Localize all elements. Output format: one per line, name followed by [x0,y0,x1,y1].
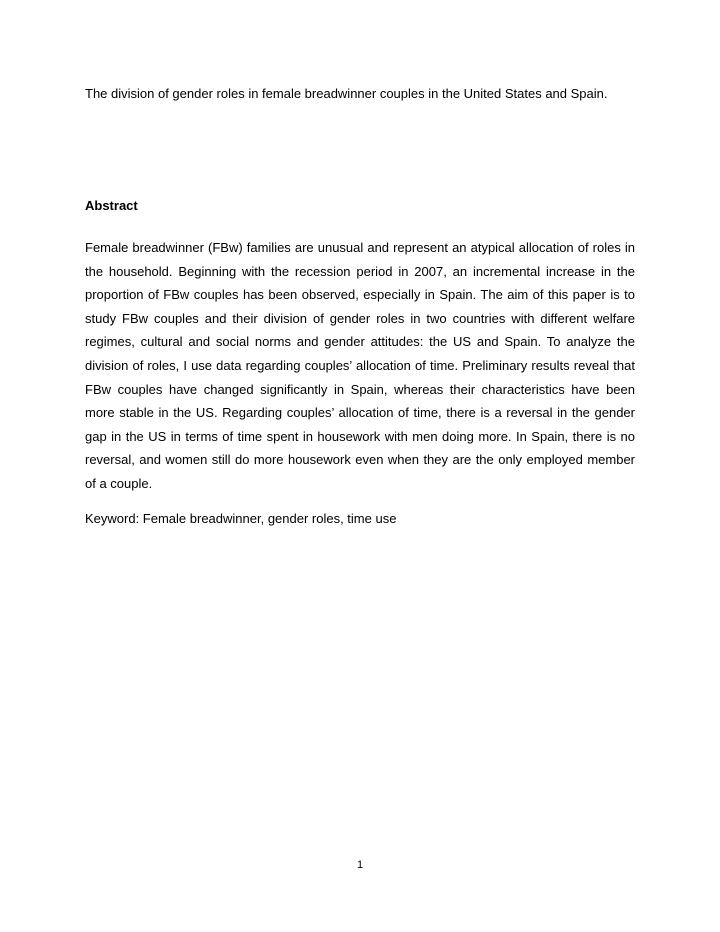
abstract-body: Female breadwinner (FBw) families are unusual and represent an atypical allocation of roles in the household. Beginning with the recession period in 2007, an incremental increase in the proportion of FBw couples has been observed, especially in Spain. The aim of this paper is to study FBw couples and their division of gender roles in two countries with different welfare regimes, cultural and social norms and gender attitudes: the US and Spain. To analyze the division of roles, I use data regarding couples’ allocation of time. Preliminary results reveal that FBw couples have changed significantly in Spain, whereas their characteristics have been more stable in the US. Regarding couples’ allocation of time, there is a reversal in the gender gap in the US in terms of time spent in housework with men doing more. In Spain, there is no reversal, and women still do more housework even when they are the only employed member of a couple. [85,240,635,491]
paper-title: The division of gender roles in female breadwinner couples in the United States and Spain. [85,86,608,101]
page-number: 1 [356,859,364,871]
abstract-heading: Abstract [85,198,138,213]
keywords-line: Keyword: Female breadwinner, gender roles, time use [85,511,397,526]
